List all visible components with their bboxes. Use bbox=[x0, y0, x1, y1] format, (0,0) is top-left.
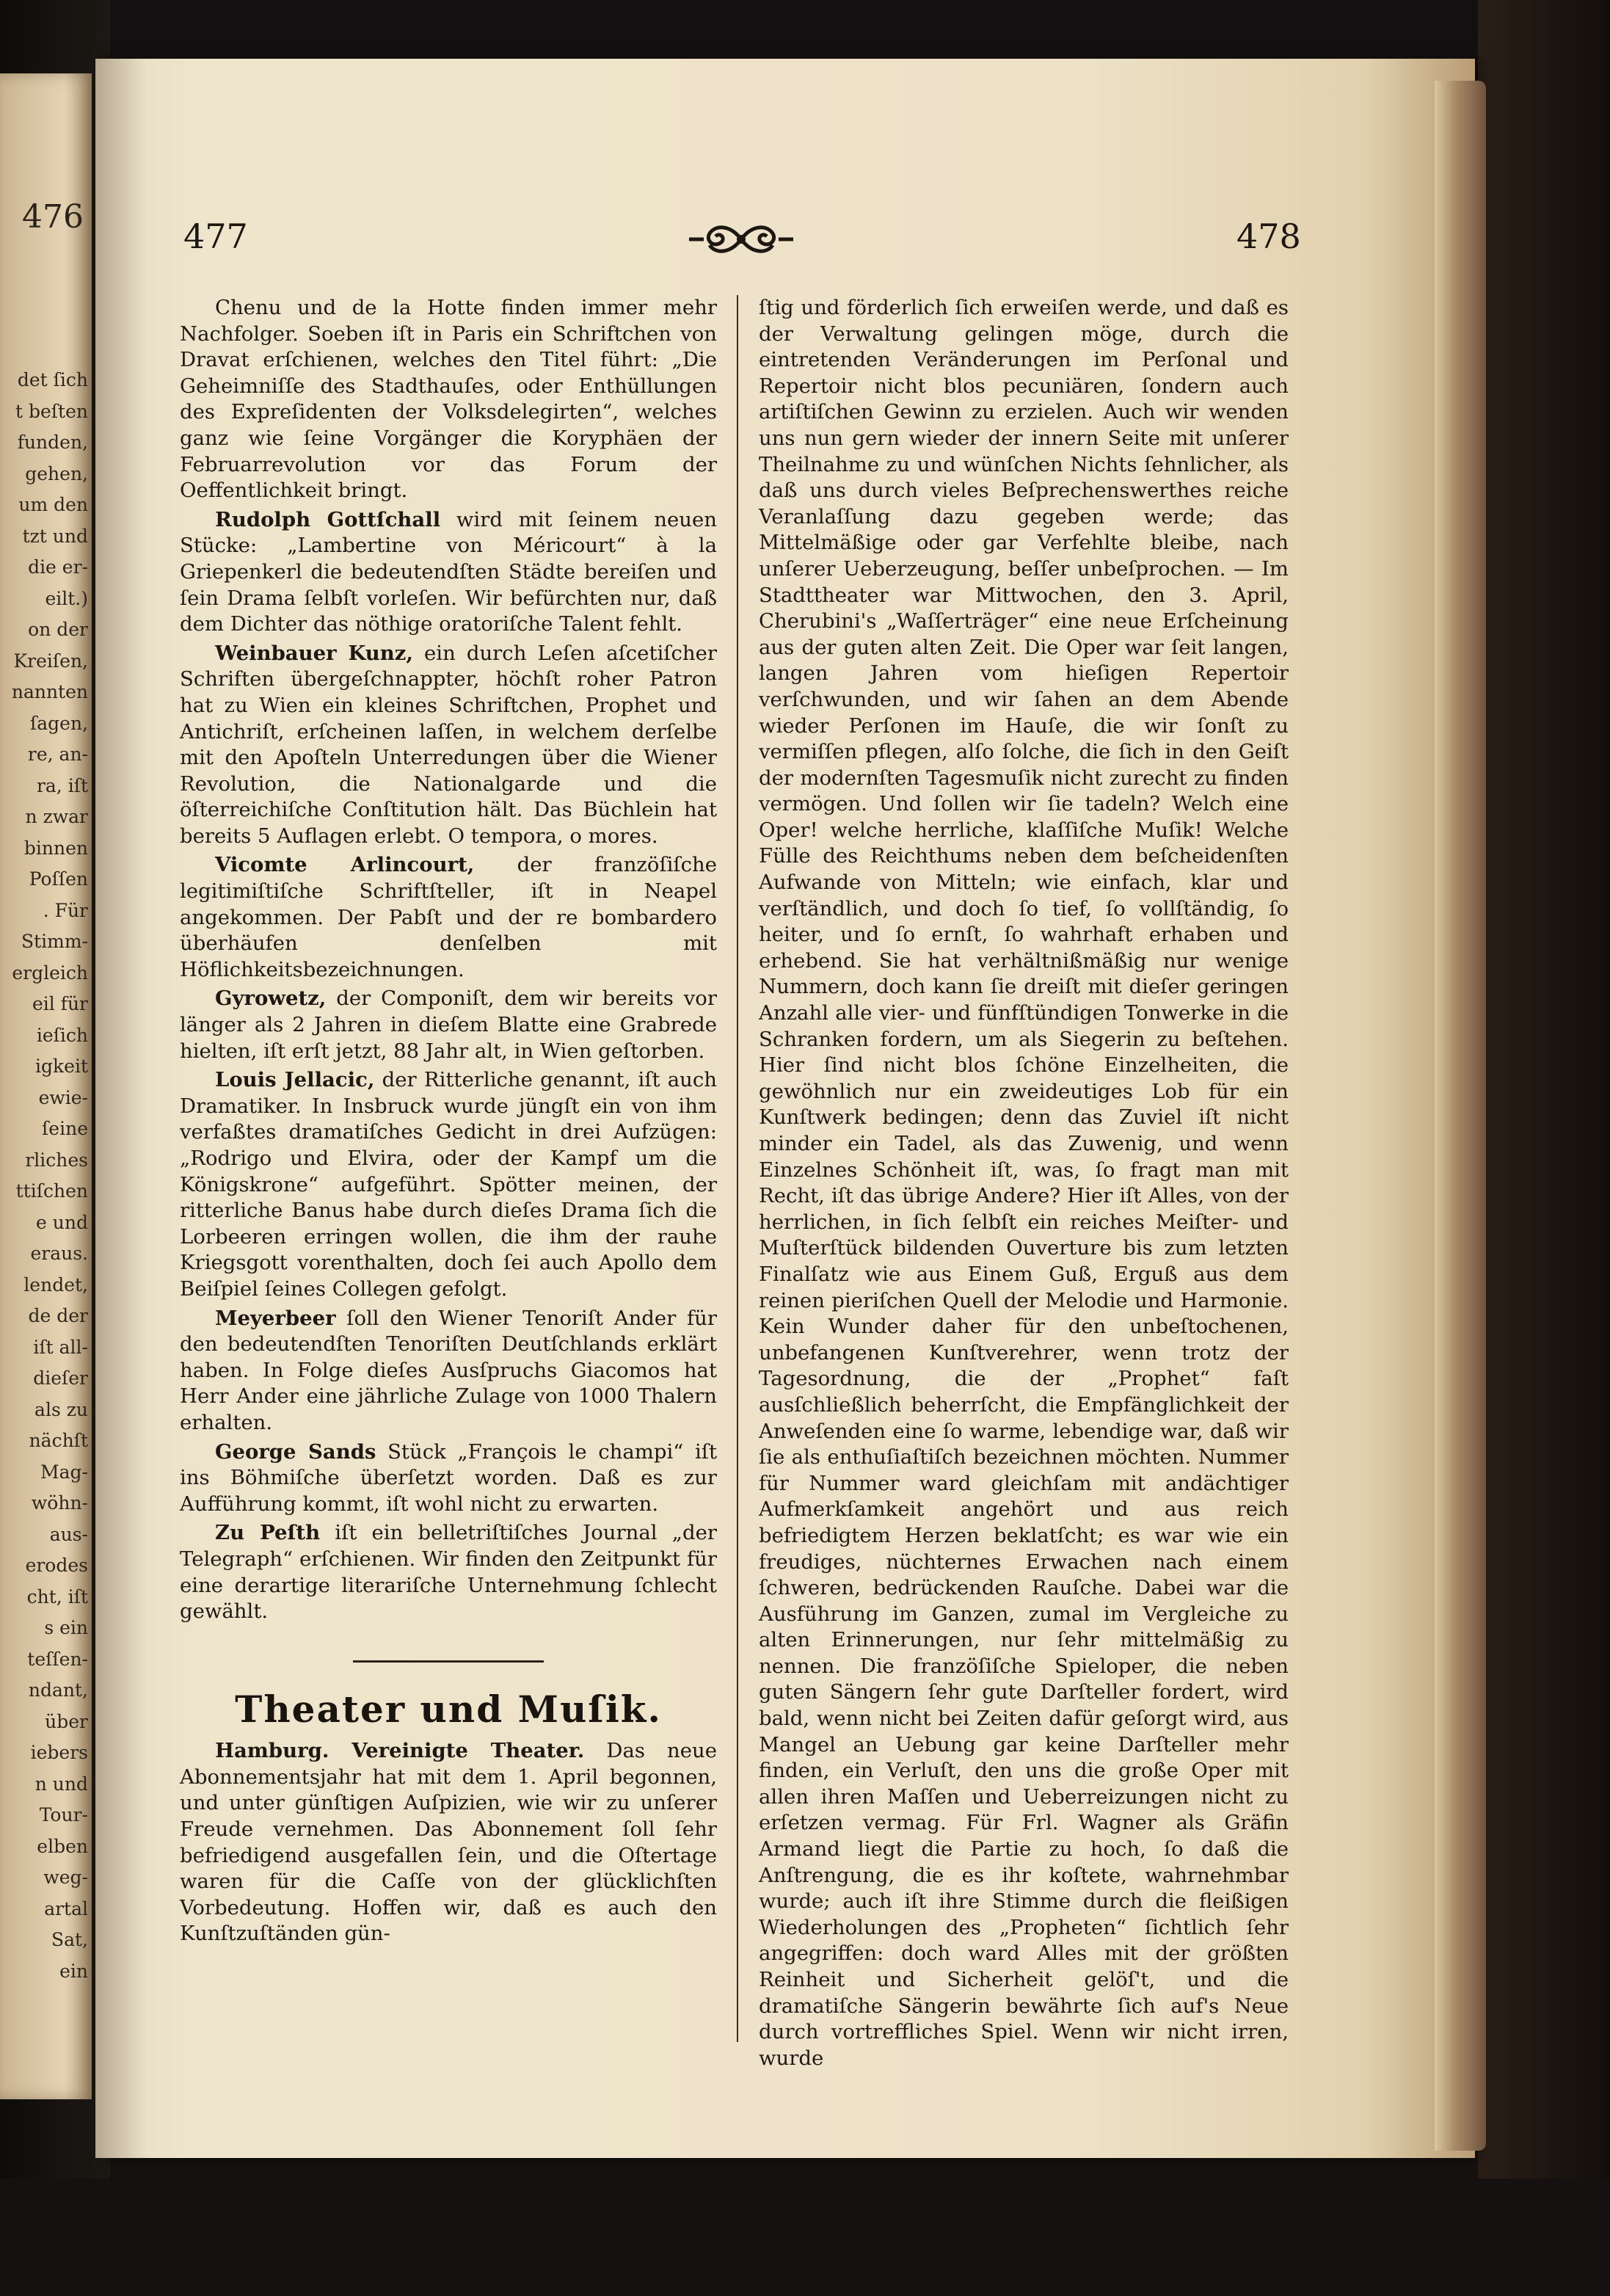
page-number-left: 477 bbox=[183, 217, 248, 256]
paragraph-lead: Gyrowetz, bbox=[215, 987, 327, 1011]
previous-page-fragment: Mag- bbox=[40, 1461, 88, 1483]
previous-page-fragment: tzt und bbox=[22, 525, 88, 547]
paragraph-wassertraeger: ſtig und förderlich ſich erweiſen werde, und daß es der Verwaltung gelingen möge, durch die eintretenden Veränderungen im Perſonal und Repertoir nicht blos pecuniären, ſondern auch artiſtiſchen Gewinn zu erzielen. Auch wir wenden uns nun gern wieder der innern Seite mit unſerer Theilnahme zu und wünſchen Nichts ſehnlicher, als daß uns durch vieles Beſprechenswerthes reiche Veranlaſſung dazu gegeben werde; das Mittelmäßige oder gar Verfehlte bleibe, nach unſerer Ueberzeugung, beſſer unbeſprochen. — Im Stadttheater war Mittwochen, den 3. April, Cherubini's „Waſſerträger“ eine neue Erſcheinung aus der guten alten Zeit. Die Oper war ſeit langen, langen Jahren vom hieſigen Repertoir verſchwunden, und wir ſahen an dem Abende wieder Perſonen im Hauſe, die wir ſonſt zu vermiſſen pflegen, alſo ſolche, die ſich in den Geiſt der modernſten Tagesmuſik nicht zurecht zu finden vermögen. Und ſollen wir ſie tadeln? Welch eine Oper! welche herrliche, klaſſiſche Muſik! Welche Fülle des Reichthums neben dem beſcheidenſten Aufwande von Mitteln; wie einfach, klar und verſtändlich, und doch ſo tief, ſo vollſtändig, ſo heiter, und ſo ernſt, ſo wahrhaft erhaben und erhebend. Sie hat verhältnißmäßig nur wenige Nummern, doch kann ſie dreiſt mit dieſer geringen Anzahl alle vier- und fünfſtündigen Tonwerke in die Schranken fordern, um als Siegerin zu beſtehen. Hier ſind nicht blos ſchöne Einzelheiten, die gewöhnlich nur ein zweideutiges Lob für ein Kunſtwerk bedingen; denn das Zuviel iſt nicht minder ein Tadel, als das Zuwenig, und wenn Einzelnes Schönheit iſt, was, ſo fragt man mit Recht, iſt das übrige Andere? Hier iſt Alles, von der herrlichen, in ſich ſelbſt ein reiches Meiſter- und Muſterſtück bildenden Ouverture bis zum letzten Finalſatz wie aus Einem Guß, Erguß aus dem reinen pieriſchen Quell der Melodie und Harmonie. Kein Wunder daher für den unbeſtochenen, unbefangenen Kunſtverehrer, wenn trotz der Tagesordnung, die der „Prophet“ faſt ausſchließlich beherrſcht, die Empfänglichkeit der Anweſenden eine ſo warme, lebendige war, daß wir ſie als enthuſiaſtiſch bezeichnen möchten. Nummer für Nummer ward gleichſam mit andächtiger Aufmerkſamkeit angehört und aus reich befriedigtem Herzen beklatſcht; es war wie ein freudiges, nüchternes Erwachen nach einem ſchweren, bedrückenden Rauſche. Dabei war die Ausführung im Ganzen, zumal im Vergleiche zu alten Erinnerungen, nur ſehr mittelmäßig zu nennen. Die franzöſiſche Spieloper, die neben guten Sängern ſehr gute Darſteller fordert, wird bald, wenn nicht bei Zeiten dafür geſorgt wird, aus Mangel an Uebung gar keine Darſteller mehr finden, ein Verluſt, den uns die große Oper mit allen ihren Maſſen und Ueberreizungen nicht zu erſetzen vermag. Für Frl. Wagner als Gräfin Armand liegt die Partie zu hoch, ſo daß die Anſtrengung, die es ihr koſtete, wahrnehmbar wurde; auch iſt ihre Stimme durch die fleißigen Wiederholungen des „Propheten“ ſichtlich ſehr angegriffen: doch ward Alles mit der größten Reinheit und Sicherheit gelöſ't, und die dramatiſche Sängerin bewährte ſich auf's Neue durch vortreffliches Spiel. Wenn wir nicht irren, wurde bbox=[759, 296, 1289, 2070]
paragraph-jellacic bbox=[180, 1067, 717, 1302]
section-title: Theater und Muſik. bbox=[235, 1687, 662, 1731]
page-spine-shadow bbox=[95, 59, 147, 2158]
previous-page-fragment: um den bbox=[18, 494, 88, 515]
previous-page-fragment: nannten bbox=[11, 681, 88, 702]
previous-page-fragment: weg- bbox=[43, 1867, 88, 1888]
previous-page-fragment: eilt.) bbox=[45, 587, 88, 609]
previous-page-fragment: Kreiſen, bbox=[13, 650, 88, 672]
left-column bbox=[180, 295, 717, 1947]
previous-page-fragment: ttiſchen bbox=[15, 1180, 88, 1202]
paragraph-lead: Rudolph Gottſchall bbox=[215, 507, 441, 531]
previous-page-fragment: iſt all- bbox=[33, 1336, 88, 1358]
paragraph-lead: Weinbauer Kunz, bbox=[215, 641, 413, 665]
previous-page-fragment: on der bbox=[28, 619, 88, 640]
previous-page-fragment: s ein bbox=[44, 1617, 88, 1638]
previous-page-fragment: die er- bbox=[28, 556, 88, 578]
previous-page-fragment: wöhn- bbox=[31, 1492, 88, 1514]
paragraph-lead: George Sands bbox=[215, 1439, 376, 1464]
paragraph-body: wird mit ſeinem neuen Stücke: „Lambertine von Méricourt“ à la Griepenkerl die bedeutendſten Städte bereiſen und ſein Drama ſelbſt vorleſen. Wir befürchten nur, daß dem Dichter das nöthige oratoriſche Talent fehlt. bbox=[180, 507, 717, 636]
previous-page-fragment: erodes bbox=[25, 1555, 88, 1576]
page-number-right: 478 bbox=[1236, 217, 1301, 256]
previous-page-fragment: Poſſen bbox=[29, 868, 88, 890]
background-top bbox=[0, 0, 1610, 51]
paragraph-gottschall bbox=[180, 507, 717, 638]
paragraph-lead: Louis Jellacic, bbox=[215, 1068, 375, 1092]
paragraph-body: der franzöſiſche legitimiſtiſche Schriftſteller, iſt in Neapel angekommen. Der Pabſt und der re bombardero überhäufen denſelben mit Höflichkeitsbezeichnungen. bbox=[180, 853, 717, 981]
previous-page-fragment: t beſten bbox=[15, 400, 88, 422]
previous-page-fragment: de der bbox=[28, 1305, 88, 1326]
ornament-icon bbox=[686, 220, 796, 258]
background-bottom bbox=[0, 2179, 1610, 2296]
paragraph-body: ſoll den Wiener Tenoriſt Ander für den bedeutendſten Tenoriſten Deutſchlands erklärt haben. In Folge dieſes Ausſpruchs Giacomos hat Herr Ander eine jährliche Zulage von 1000 Thalern erhalten. bbox=[180, 1306, 717, 1434]
previous-page-fragment: ergleich bbox=[12, 962, 88, 984]
previous-page-fragment: ein bbox=[59, 1960, 88, 1982]
paragraph-kunz bbox=[180, 641, 717, 850]
paragraph-body: der Ritterliche genannt, iſt auch Dramatiker. In Insbruck wurde jüngſt ein von ihm verfaßtes dramatiſches Gedicht in drei Aufzügen: „Rodrigo und Elvira, oder der Kampf um die Königskrone“ aufgeführt. Spötter meinen, der ritterliche Banus habe durch dieſes Drama ſich die Lorbeeren erringen wollen, die ihm der rauhe Kriegsgott vorenthalten, doch ſei auch Apollo dem Beiſpiel ſeines Collegen gefolgt. bbox=[180, 1068, 717, 1301]
previous-page-fragment: aus- bbox=[49, 1523, 88, 1545]
page-edge bbox=[1435, 81, 1486, 2151]
paragraph-gyrowetz bbox=[180, 986, 717, 1064]
previous-page-fragment: Tour- bbox=[39, 1804, 88, 1825]
paragraph-body: ein durch Leſen aſcetiſcher Schriften übergeſchnappter, höchſt roher Patron hat zu Wien ein kleines Schriftchen, Prophet und Antichriſt, erſcheinen laſſen, in welchem derſelbe mit den Apoſteln Unterredungen über die Wiener Revolution, die Nationalgarde und die öſterreichiſche Conſtitution hält. Das Büchlein hat bereits 5 Auflagen erlebt. O tempora, o mores. bbox=[180, 641, 718, 848]
previous-page-fragment: rliches bbox=[25, 1149, 88, 1171]
paragraph-body: iſt ein belletriſtiſches Journal „der Telegraph“ erſchienen. Wir finden den Zeitpunkt für eine derartige literariſche Unternehmung ſchlecht gewählt. bbox=[180, 1521, 717, 1624]
previous-page-fragment: ra, iſt bbox=[36, 774, 88, 796]
previous-page-fragment: ewie- bbox=[38, 1086, 88, 1108]
previous-page-fragment: artal bbox=[44, 1897, 88, 1919]
previous-page-fragment: . Für bbox=[43, 899, 88, 921]
previous-page-fragment: iebers bbox=[30, 1742, 88, 1763]
paragraph-lead: Zu Peſth bbox=[215, 1521, 321, 1545]
previous-page-fragment: über bbox=[45, 1710, 88, 1732]
previous-page-fragment: binnen bbox=[23, 837, 88, 859]
previous-page-fragment: re, an- bbox=[27, 744, 88, 765]
paragraph-lead: Vicomte Arlincourt, bbox=[215, 853, 475, 877]
previous-page-fragment: eil für bbox=[32, 993, 88, 1014]
paragraph-body: der Componiſt, dem wir bereits vor länger als 2 Jahren in dieſem Blatte eine Grabrede hielten, iſt erſt jetzt, 88 Jahr alt, in Wien geſtorben. bbox=[180, 987, 717, 1063]
paragraph-meyerbeer bbox=[180, 1306, 717, 1436]
previous-page-fragment: funden, bbox=[17, 432, 88, 453]
previous-page-fragment: dieſer bbox=[33, 1367, 88, 1389]
previous-page-fragment: ſeine bbox=[42, 1118, 88, 1139]
column-rule bbox=[737, 295, 738, 2042]
previous-page-sliver bbox=[0, 73, 92, 2099]
previous-page-fragment: teſſen- bbox=[27, 1648, 88, 1670]
previous-page-fragment: ndant, bbox=[28, 1679, 88, 1701]
paragraph-pesth bbox=[180, 1520, 717, 1624]
section-separator bbox=[353, 1660, 544, 1663]
previous-page-fragment: eraus. bbox=[30, 1243, 88, 1264]
paragraph-body: Stück „François le champi“ iſt ins Böhmiſche überſetzt worden. Daß es zur Aufführung kommt, iſt wohl nicht zu erwarten. bbox=[180, 1439, 717, 1516]
previous-page-fragment: Sat, bbox=[51, 1929, 88, 1950]
previous-page-fragment: lendet, bbox=[23, 1274, 88, 1296]
paragraph-chenu: Chenu und de la Hotte finden immer mehr Nachfolger. Soeben iſt in Paris ein Schriftchen von Dravat erſchienen, welches den Titel führt: „Die Geheimniſſe des Stadthauſes, oder Enthüllungen des Expreſidenten der Volksdelegirten“, welches ganz wie ſeine Vorgänger die Koryphäen der Februarrevolution vor das Forum der Oeffentlichkeit bringt. bbox=[180, 296, 717, 503]
previous-page-fragment: det ſich bbox=[17, 369, 88, 390]
previous-page-fragment: Stimm- bbox=[21, 931, 88, 952]
paragraph-body: Das neue Abonnementsjahr hat mit dem 1. April begonnen, und unter günſtigen Auſpizien, wie wir zu unſerer Freude vernehmen. Das Abonnement ſoll ſehr befriedigend ausgefallen ſein, und die Oſtertage waren für die Caſſe von der glücklichſten Vorbedeutung. Hoffen wir, daß es auch den Kunſtzuſtänden gün- bbox=[180, 1739, 717, 1946]
previous-page-fragment: ieſich bbox=[36, 1024, 88, 1046]
previous-page-fragment: n und bbox=[34, 1773, 88, 1795]
previous-page-fragment: elben bbox=[37, 1835, 88, 1857]
previous-page-fragment: n zwar bbox=[25, 806, 88, 827]
paragraph-arlincourt bbox=[180, 852, 717, 983]
right-column bbox=[759, 295, 1289, 2071]
previous-page-fragment: ſagen, bbox=[29, 712, 88, 734]
paragraph-lead: Meyerbeer bbox=[215, 1306, 336, 1330]
paragraph-lead: Hamburg. Vereinigte Theater. bbox=[215, 1739, 585, 1763]
previous-page-fragment: cht, iſt bbox=[26, 1585, 88, 1607]
book-cover-right bbox=[1478, 0, 1610, 2296]
previous-page-fragment: nächſt bbox=[29, 1430, 88, 1451]
previous-page-fragment: igkeit bbox=[35, 1056, 88, 1077]
previous-page-fragment: als zu bbox=[34, 1398, 88, 1420]
previous-page-fragment: e und bbox=[36, 1211, 88, 1233]
paragraph-hamburg bbox=[180, 1738, 717, 1947]
previous-page-number: 476 bbox=[22, 198, 84, 236]
paragraph-sand bbox=[180, 1439, 717, 1518]
previous-page-fragment: gehen, bbox=[25, 462, 88, 484]
